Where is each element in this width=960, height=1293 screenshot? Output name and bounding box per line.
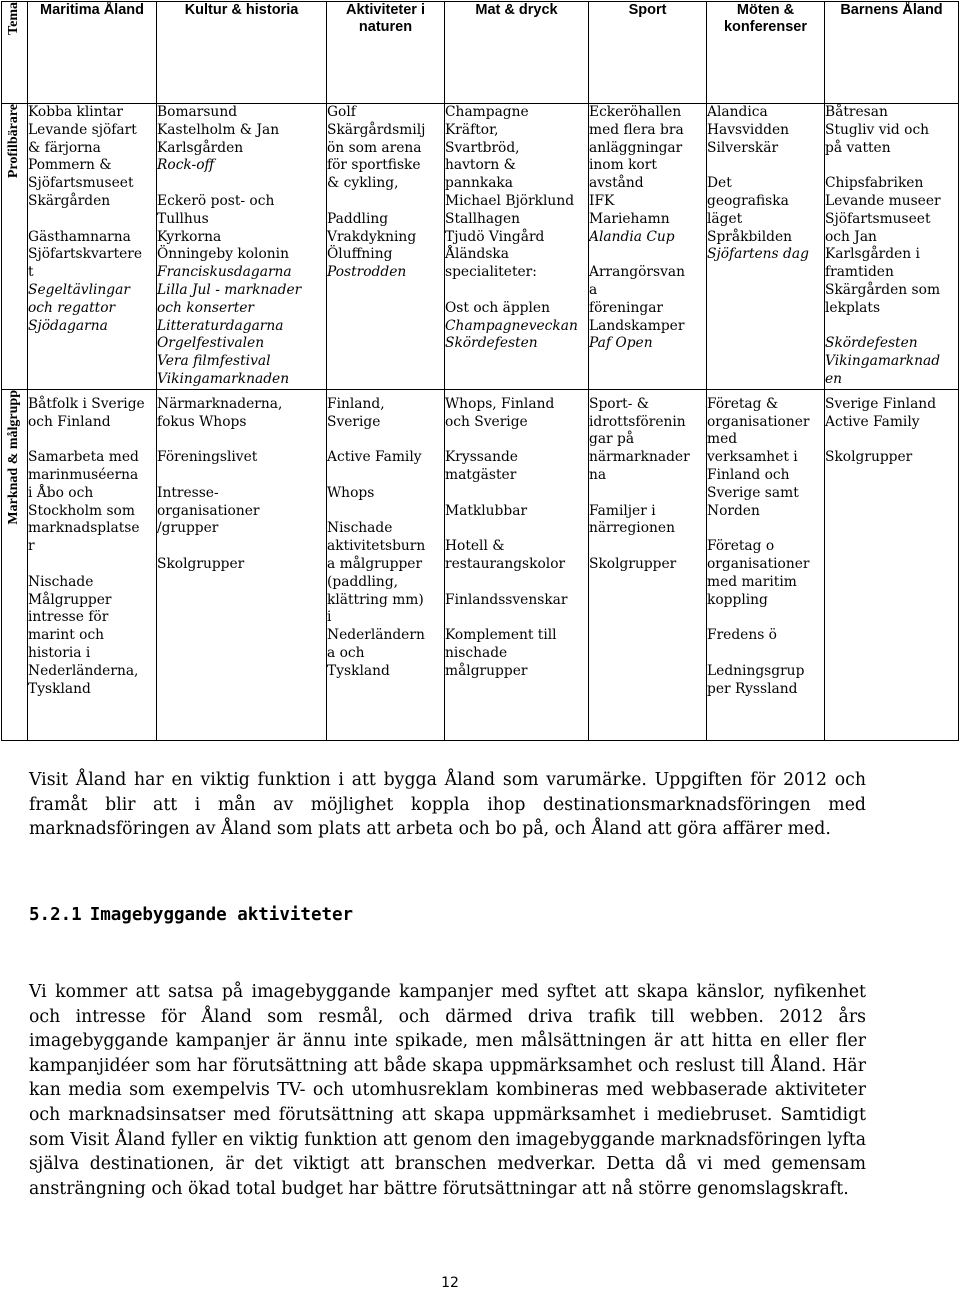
theme-table: [1, 1, 959, 741]
cell-spacer: [445, 485, 588, 503]
cell-line: organisationer: [707, 413, 810, 430]
cell-line: & färjorna: [28, 139, 101, 156]
cell-line: Kyrkorna: [157, 228, 222, 245]
cell-line: i Åbo och: [28, 484, 94, 501]
cell-line: närregionen: [589, 520, 675, 537]
cell-line: Franciskusdagarna: [157, 264, 292, 281]
cell-line: Segeltävlingar: [28, 281, 130, 298]
cell-line: Pommern &: [28, 157, 112, 174]
cell-spacer: [327, 193, 444, 211]
cell-line: Samarbeta med: [28, 449, 139, 466]
cell-spacer: [707, 645, 824, 663]
cell-line: pannkaka: [445, 175, 514, 192]
cell-spacer: [445, 520, 588, 538]
cell-line: Levande museer: [825, 192, 941, 209]
table-corner-cell: [2, 2, 28, 104]
table-cell: [445, 104, 589, 390]
cell-line: marknadsplatse: [28, 520, 140, 537]
cell-spacer: [327, 503, 444, 521]
table-row-profilbarare: [2, 104, 959, 390]
cell-line: och Sverige: [445, 413, 528, 430]
cell-line: Arrangörsvan: [589, 264, 685, 281]
cell-line: avstånd: [589, 175, 644, 192]
page-number: 12: [441, 1275, 459, 1291]
cell-line: med maritim: [707, 573, 797, 590]
cell-line: Sverige Finland: [825, 395, 937, 412]
cell-spacer: [28, 556, 156, 574]
cell-line: Skärgården: [28, 192, 111, 209]
cell-line: Sverige: [327, 413, 381, 430]
cell-line: Båtfolk i Sverige: [28, 395, 145, 412]
cell-line: Havsvidden: [707, 121, 790, 138]
cell-line: Skördefesten: [445, 335, 538, 352]
cell-line: Fredens ö: [707, 627, 777, 644]
cell-line: i: [327, 609, 332, 626]
cell-line: & cykling,: [327, 175, 399, 192]
cell-line: na: [589, 466, 607, 483]
cell-line: Familjer i: [589, 502, 656, 519]
cell-line: och regattor: [28, 299, 116, 316]
row-label: Profilbärare: [6, 104, 21, 179]
paragraph-text: Visit Åland har en viktig funktion i att bygga Åland som varumärke. Uppgiften för 2012 och framåt blir att i mån av möjlighet koppla ihop destinationsmarknadsföringen med marknadsföringen av Åland som plats att arbeta och bo på, och Åland att göra affärer med.: [29, 770, 866, 840]
cell-line: idrottsförenin: [589, 413, 686, 430]
cell-line: Lilla Jul - marknader: [157, 281, 302, 298]
cell-spacer: [589, 485, 706, 503]
cell-line: verksamhet i: [707, 449, 798, 466]
cell-line: geografiska: [707, 192, 789, 209]
cell-line: Finland och: [707, 466, 790, 483]
table-cell: [825, 389, 959, 740]
column-header: Aktiviteter i naturen: [327, 2, 445, 104]
cell-line: t: [28, 264, 34, 281]
cell-line: nischade: [445, 644, 508, 661]
cell-line: organisationer: [707, 555, 810, 572]
cell-line: marinmuséerna: [28, 466, 139, 483]
cell-spacer: [589, 246, 706, 264]
section-number: 5.2.1: [29, 905, 82, 925]
cell-line: närmarknader: [589, 449, 690, 466]
cell-spacer: [157, 467, 326, 485]
cell-line: för sportfiske: [327, 157, 421, 174]
cell-line: inom kort: [589, 157, 657, 174]
cell-line: Orgelfestivalen: [157, 335, 265, 352]
cell-line: en: [825, 370, 843, 387]
section-heading: [29, 905, 361, 925]
table-cell: [327, 104, 445, 390]
table-cell: [157, 389, 327, 740]
cell-line: Norden: [707, 502, 760, 519]
table-cell: [707, 104, 825, 390]
cell-line: lekplats: [825, 299, 881, 316]
cell-line: klättring mm): [327, 591, 424, 608]
cell-line: Stockholm som: [28, 502, 135, 519]
cell-line: Närmarknaderna,: [157, 395, 283, 412]
cell-line: Whops, Finland: [445, 395, 555, 412]
cell-line: med flera bra: [589, 121, 684, 138]
cell-line: Företag o: [707, 538, 775, 555]
cell-spacer: [28, 431, 156, 449]
cell-spacer: [445, 609, 588, 627]
column-header: Barnens Åland: [825, 2, 959, 104]
cell-line: Nederländerna,: [28, 662, 139, 679]
cell-line: Kastelholm & Jan: [157, 121, 280, 138]
cell-line: historia i: [28, 644, 91, 661]
cell-line: Sjöfartsmuseet: [825, 210, 931, 227]
section-paragraph: [29, 980, 866, 1201]
cell-line: Chipsfabriken: [825, 175, 924, 192]
cell-line: Karlsgården: [157, 139, 244, 156]
cell-spacer: [445, 282, 588, 300]
table-cell: [589, 389, 707, 740]
table-cell: [28, 389, 157, 740]
cell-line: ön som arena: [327, 139, 422, 156]
cell-line: a: [589, 281, 598, 298]
cell-line: Golf: [327, 104, 356, 120]
cell-line: fokus Whops: [157, 413, 247, 430]
cell-line: Alandica: [707, 104, 768, 120]
row-label-cell: [2, 104, 28, 390]
cell-line: Champagne: [445, 104, 529, 120]
cell-line: Finlandssvenskar: [445, 591, 568, 608]
cell-line: Tyskland: [28, 680, 91, 697]
section-title: Imagebyggande aktiviteter: [89, 905, 354, 925]
cell-spacer: [589, 538, 706, 556]
cell-line: restaurangskolor: [445, 555, 566, 572]
cell-line: per Ryssland: [707, 680, 798, 697]
cell-spacer: [707, 609, 824, 627]
cell-line: Whops: [327, 484, 375, 501]
cell-spacer: [157, 431, 326, 449]
cell-line: Active Family: [825, 413, 920, 430]
cell-line: gar på: [589, 431, 635, 448]
cell-line: Rock-off: [157, 157, 215, 174]
cell-line: Active Family: [327, 449, 422, 466]
cell-line: a och: [327, 644, 365, 661]
row-label-cell: [2, 389, 28, 740]
column-header: Möten & konferenser: [707, 2, 825, 104]
row-label: Marknad & målgrupp: [6, 389, 21, 525]
cell-line: Levande sjöfart: [28, 121, 137, 138]
cell-line: Båtresan: [825, 104, 888, 120]
cell-line: Landskamper: [589, 317, 685, 334]
cell-line: IFK: [589, 192, 615, 209]
table-cell: [327, 389, 445, 740]
cell-line: och Jan: [825, 228, 877, 245]
cell-line: Kräftor,: [445, 121, 499, 138]
table-header-row: [2, 2, 959, 104]
cell-line: Språkbilden: [707, 228, 793, 245]
cell-line: Skolgrupper: [157, 555, 245, 572]
cell-spacer: [707, 157, 824, 175]
cell-spacer: [825, 431, 958, 449]
cell-line: a målgrupper: [327, 555, 423, 572]
cell-line: Målgrupper: [28, 591, 112, 608]
cell-line: Stugliv vid och: [825, 121, 930, 138]
cell-line: Michael Björklund: [445, 192, 575, 209]
cell-line: framtiden: [825, 264, 894, 281]
cell-spacer: [28, 211, 156, 229]
cell-spacer: [825, 157, 958, 175]
intro-paragraph: [29, 768, 866, 842]
cell-line: och Finland: [28, 413, 111, 430]
table-cell: [707, 389, 825, 740]
column-header: Maritima Åland: [28, 2, 157, 104]
cell-line: Hotell &: [445, 538, 505, 555]
cell-spacer: [445, 574, 588, 592]
cell-line: Karlsgården i: [825, 246, 920, 263]
cell-line: Åländska: [445, 246, 509, 263]
table-cell: [589, 104, 707, 390]
cell-line: havtorn &: [445, 157, 516, 174]
cell-line: Sjöfartens dag: [707, 246, 809, 263]
cell-line: Paddling: [327, 210, 389, 227]
cell-line: på vatten: [825, 139, 891, 156]
cell-line: Champagneveckan: [445, 317, 578, 334]
cell-line: marint och: [28, 627, 105, 644]
cell-line: Eckerö post- och: [157, 192, 275, 209]
table-cell: [157, 104, 327, 390]
cell-line: Mariehamn: [589, 210, 670, 227]
cell-line: Vikingamarknaden: [157, 370, 290, 387]
cell-line: Paf Open: [589, 335, 653, 352]
cell-line: och konserter: [157, 299, 255, 316]
cell-line: Skördefesten: [825, 335, 918, 352]
cell-line: Nischade: [28, 573, 94, 590]
cell-spacer: [445, 431, 588, 449]
cell-line: läget: [707, 210, 743, 227]
cell-line: /grupper: [157, 520, 219, 537]
cell-line: r: [28, 538, 35, 555]
cell-line: Gästhamnarna: [28, 228, 131, 245]
cell-line: Vera filmfestival: [157, 353, 271, 370]
cell-line: Eckeröhallen: [589, 104, 682, 120]
cell-line: Postrodden: [327, 264, 407, 281]
cell-line: Stallhagen: [445, 210, 521, 227]
cell-line: målgrupper: [445, 662, 528, 679]
paragraph-text: Vi kommer att satsa på imagebyggande kampanjer med syftet att skapa känslor, nyfikenhet och intresse för Åland som resmål, och därmed driva trafik till webben. 2012 års imagebyggande kampanjer är ännu inte spikade, men målsättningen är att hitta en eller fler kampanjidéer som har förutsättning att både skapa uppmärksamhet och reslust till Åland. Här kan media som exempelvis TV- och utomhusreklam kombineras med webbaserade aktiviteter och marknadsinsatser med förutsättning att skapa uppmärksamhet i mediebruset. Samtidigt som Visit Åland fyller en viktig funktion att genom den imagebyggande marknadsföringen lyfta själva destinationen, är det viktigt att branschen medverkar. Detta då vi med gemensam ansträngning och ökad total budget har bättre förutsättningar att nå större genomslagskraft.: [29, 982, 866, 1199]
cell-line: intresse för: [28, 609, 109, 626]
cell-line: med: [707, 431, 738, 448]
cell-spacer: [825, 318, 958, 336]
table-cell: [28, 104, 157, 390]
cell-spacer: [707, 520, 824, 538]
cell-line: Skärgården som: [825, 281, 941, 298]
cell-line: Litteraturdagarna: [157, 317, 284, 334]
cell-line: Det: [707, 175, 732, 192]
cell-line: Nederländern: [327, 627, 425, 644]
table-row-marknad: [2, 389, 959, 740]
cell-spacer: [157, 175, 326, 193]
cell-line: anläggningar: [589, 139, 683, 156]
cell-spacer: [327, 431, 444, 449]
cell-line: Ost och äpplen: [445, 299, 550, 316]
corner-label: Tema: [6, 2, 21, 35]
cell-line: Komplement till: [445, 627, 557, 644]
cell-line: Tyskland: [327, 662, 390, 679]
cell-line: Sjöfartskvartere: [28, 246, 143, 263]
cell-line: Vikingamarknad: [825, 353, 941, 370]
cell-line: Alandia Cup: [589, 228, 675, 245]
cell-line: Kryssande: [445, 449, 518, 466]
cell-line: Skärgårdsmilj: [327, 121, 426, 138]
cell-line: föreningar: [589, 299, 664, 316]
column-header: Mat & dryck: [445, 2, 589, 104]
table-cell: [825, 104, 959, 390]
column-header: Kultur & historia: [157, 2, 327, 104]
cell-line: Sjöfartsmuseet: [28, 175, 134, 192]
cell-line: Öluffning: [327, 246, 393, 263]
cell-spacer: [157, 538, 326, 556]
cell-line: matgäster: [445, 466, 517, 483]
cell-line: Finland,: [327, 395, 385, 412]
cell-line: Skolgrupper: [589, 555, 677, 572]
cell-line: Tjudö Vingård: [445, 228, 545, 245]
cell-spacer: [327, 467, 444, 485]
cell-line: Sverige samt: [707, 484, 799, 501]
cell-line: Matklubbar: [445, 502, 528, 519]
cell-line: Silverskär: [707, 139, 779, 156]
cell-line: (paddling,: [327, 573, 399, 590]
cell-line: koppling: [707, 591, 768, 608]
column-header: Sport: [589, 2, 707, 104]
cell-line: aktivitetsburn: [327, 538, 426, 555]
cell-line: organisationer: [157, 502, 260, 519]
cell-line: Vrakdykning: [327, 228, 417, 245]
cell-line: Svartbröd,: [445, 139, 520, 156]
cell-line: Intresse-: [157, 484, 219, 501]
cell-line: Företag &: [707, 395, 779, 412]
cell-line: Ledningsgrup: [707, 662, 805, 679]
cell-line: Sport- &: [589, 395, 650, 412]
cell-line: Kobba klintar: [28, 104, 123, 120]
cell-line: Tullhus: [157, 210, 209, 227]
cell-line: Skolgrupper: [825, 449, 913, 466]
table-cell: [445, 389, 589, 740]
cell-line: Nischade: [327, 520, 393, 537]
cell-line: specialiteter:: [445, 264, 537, 281]
cell-line: Föreningslivet: [157, 449, 258, 466]
cell-line: Sjödagarna: [28, 317, 108, 334]
cell-line: Önningeby kolonin: [157, 246, 289, 263]
cell-line: Bomarsund: [157, 104, 238, 120]
